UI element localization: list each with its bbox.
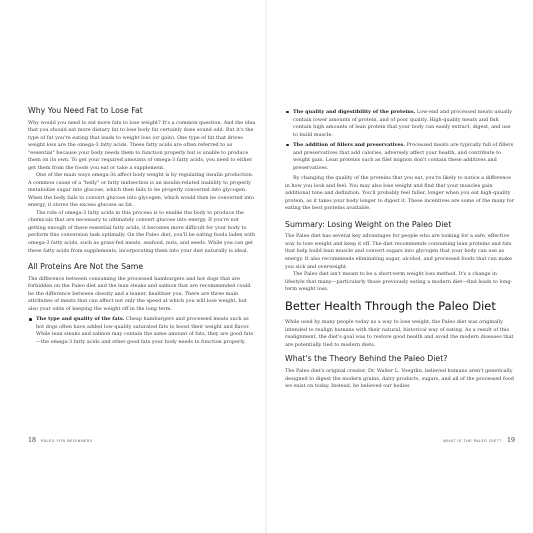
paragraph-fat-2: One of the main ways omega-3s affect body weight is by regulating insulin production. A common cause of a "belly" or fatty midsection is an insulin-related inability to properly metabolize sugar into glucose, which then fails to be properly converted into glycogen. When the body fails to convert glucose into glycogen, which would then be converted into energy, it stores the excess glucose as fat. (28, 172, 254, 209)
running-footer-left: PALEO FOR BEGINNERS (41, 439, 93, 443)
bullet-item-fillers (285, 142, 515, 172)
bullet-item-fats (28, 316, 256, 346)
bullet-bold-fillers: The addition of fillers and preservatives. (293, 142, 405, 149)
bullet-dot-icon (29, 318, 32, 321)
bullet-list-right (285, 109, 515, 172)
bullet-item-proteins (285, 109, 515, 139)
bullet-dot-icon (286, 144, 289, 147)
heading-better-health: Better Health Through the Paleo Diet (285, 298, 496, 313)
paragraph-summary-1: The Paleo diet has several key advantages for people who are looking for a safe, effective way to lose weight and keep it off. The diet recommends consuming lean proteins and fats that help build lean muscle and convert sugars into glycogen that your body can use as energy. It also recommends eliminating sugar, alcohol, and processed foods that can make you sick and overweight. (285, 233, 512, 270)
heading-theory: What's the Theory Behind the Paleo Diet? (285, 354, 448, 364)
folio-right (443, 437, 515, 444)
paragraph-proteins-2: By changing the quality of the proteins that you eat, you're likely to notice a difference in how you look and feel. You may also lose weight and find that your muscles gain additional tone and definition. You'll probably feel fuller, longer when you eat high-quality protein, as it takes your body longer to digest it. These incentives are some of the many for eating the best proteins available. (285, 175, 515, 212)
paragraph-proteins-1: The difference between consuming the processed hamburgers and hot dogs that are forbidden on the Paleo diet and the lean steaks and salmon that are recommended could be the difference between obesity and a leaner, healthier you. There are three main attributes of meats that can affect not only the speed at which you will lose weight, but also your odds of keeping the weight off in the long term. (28, 275, 251, 312)
bullet-bold-proteins: The quality and digestibility of the proteins. (293, 109, 416, 115)
heading-proteins: All Proteins Are Not the Same (28, 262, 144, 272)
right-page (267, 0, 533, 533)
bullet-text-proteins: Low-end and processed meats usually contain lower amounts of protein, and of poor quality. High-quality meats and fish contain high amounts of lean protein that your body can easily extract, digest, and use to build muscle. (293, 109, 513, 138)
left-column (28, 106, 256, 349)
running-footer-right: WHAT IS THE PALEO DIET? (443, 439, 502, 443)
page-number-left: 18 (28, 437, 37, 444)
bullet-bold-fats: The type and quality of the fats. (36, 316, 125, 323)
heading-summary: Summary: Losing Weight on the Paleo Diet (285, 219, 452, 229)
paragraph-fat-1: Why would you need to eat more fats to lose weight? It's a common question. And the idea that you should eat more dietary fat to lose body fat certainly does sound odd. But it's the type of fat you're eating that leads to weight loss (or gain). One type of fat that drives weight loss are the omega-3 fatty acids. These fatty acids are often referred to as "essential" because your body needs them to function properly but is unable to produce them on its own. To get your required amounts of omega-3 fatty acids, you need to either get them from the foods you eat or take a supplement. (28, 119, 256, 171)
page-number-right: 19 (506, 437, 515, 444)
bullet-text-fats: Cheap hamburgers and processed meats such as hot dogs often have added low-quality saturated fats to boost their weight and flavor. While lean steaks and salmon may contain the same amount of fats, they are good fats—the omega-3 fatty acids and other good fats your body needs to function properly. (36, 316, 254, 345)
paragraph-theory-1: The Paleo diet's original creator, Dr. Walter L. Voegtlin, believed humans aren't genetically designed to digest the modern grains, dairy products, sugars, and all of the processed food we exist on today. Instead, he believed our bodies (285, 368, 514, 390)
right-column (285, 106, 515, 391)
paragraph-summary-2: The Paleo diet isn't meant to be a short-term weight loss method. It's a change in lifestyle that many—particularly those previously eating a modern diet—find leads to long-term weight loss. (285, 271, 513, 293)
bullet-text-fillers: Processed meats are typically full of fillers and preservatives that add calories, adversely affect your health, and contribute to weight gain. Lean proteins such as filet mignon don't contain these additives and preservatives. (293, 142, 514, 171)
bullet-list-left (28, 316, 256, 346)
heading-why-fat: Why You Need Fat to Lose Fat (28, 106, 143, 115)
paragraph-fat-3: The role of omega-3 fatty acids in this process is to enable the body to produce the chemicals that are necessary to ultimately convert glucose into energy. If you're not getting enough of these essential fatty acids, it becomes more difficult for your body to perform this conversion task optimally. On the Paleo diet, you'll be eating foods laden with omega-3 fatty acids, such as grass-fed meats, seafood, nuts, and seeds. While you can get these fatty acids from supplements, incorporating them into your diet naturally is ideal. (28, 209, 256, 254)
bullet-dot-icon (286, 111, 289, 114)
paragraph-health-1: While used by many people today as a way to lose weight, the Paleo diet was originally intended to realign humans with their natural, historical way of eating. As a result of this realignment, the diet's goal was to restore good health and avoid the modern diseases that are potentially tied to modern diets. (285, 319, 514, 348)
folio-left (28, 437, 93, 444)
